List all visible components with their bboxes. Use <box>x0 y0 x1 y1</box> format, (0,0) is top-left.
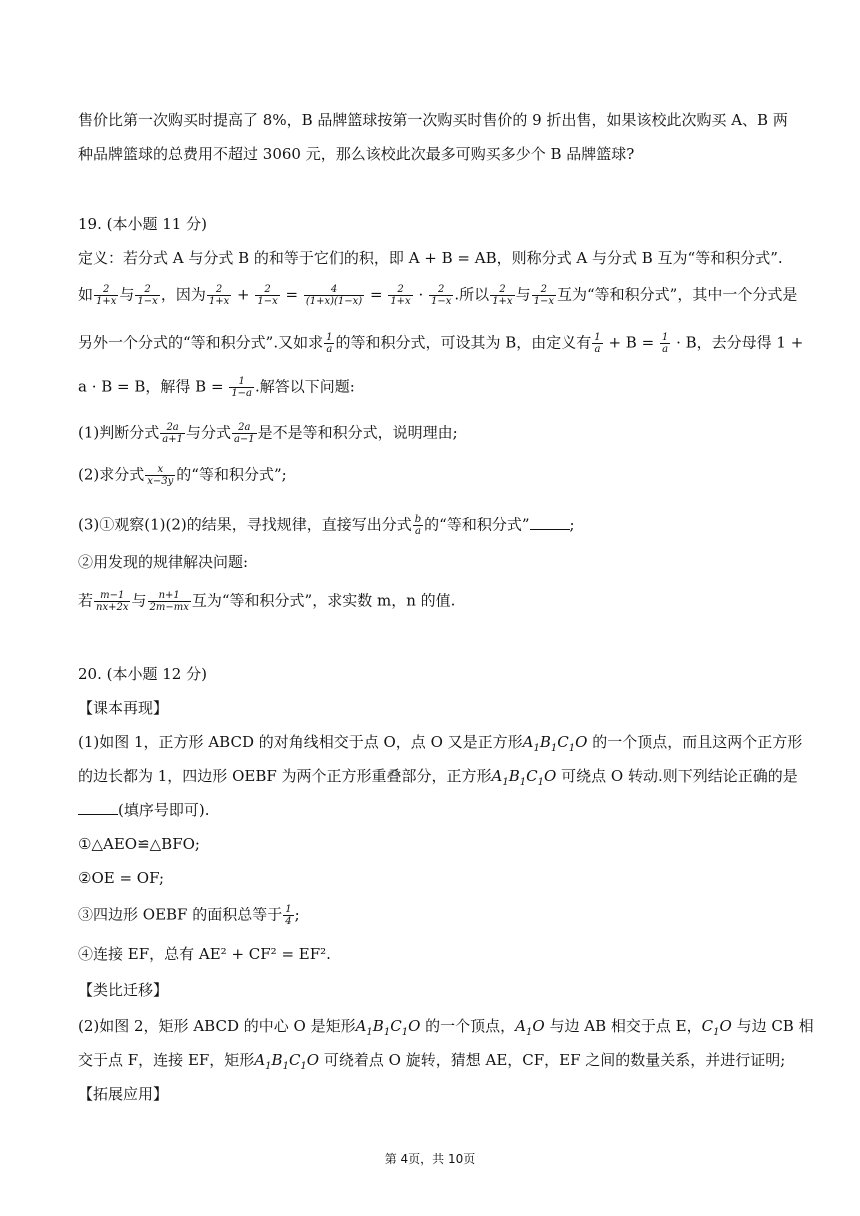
fraction: $\frac{1}{a}$ <box>326 332 333 355</box>
q20-line-2: 的边长都为 1，四边形 OEBF 为两个正方形重叠部分，正方形$A_1B_1C_1O$ 可绕点 O 转动.则下列结论正确的是 <box>78 767 798 788</box>
text: 如 <box>78 285 94 304</box>
text: 互为“等和积分式”，求实数 m，n 的值. <box>191 591 456 610</box>
text: (3)①观察(1)(2)的结果，寻找规律，直接写出分式 <box>78 515 412 534</box>
text: 可绕点 O 转动.则下列结论正确的是 <box>561 767 798 785</box>
fraction: $\frac{m-1}{nx+2x}$ <box>96 590 129 613</box>
q19-line-4 <box>78 376 355 399</box>
intro-line-1: 售价比第一次购买时提高了 8%，B 品牌篮球按第一次购买时售价的 9 折出售，如果该校此次购买 A、B 两 <box>78 111 788 129</box>
text: 与 <box>131 591 147 610</box>
q20-section-2: 【类比迁移】 <box>78 981 169 999</box>
answer-blank <box>78 800 118 815</box>
text: ，因为 <box>160 285 206 304</box>
fraction: $\frac{2}{1-x}$ <box>533 284 554 307</box>
text: 是不是等和积分式，说明理由; <box>257 423 458 442</box>
q19-part-3 <box>78 514 575 537</box>
page-footer: 第 4页，共 10页 <box>384 1152 476 1166</box>
q19-part-2 <box>78 464 287 487</box>
fraction: $\frac{2a}{a+1}$ <box>162 422 183 445</box>
text: 的一个顶点， <box>425 1017 516 1035</box>
fraction: $\frac{n+1}{2m-mx}$ <box>149 590 189 613</box>
text: 可绕着点 O 旋转，猜想 AE，CF，EF 之间的数量关系，并进行证明; <box>323 1051 786 1069</box>
text: (1)判断分式 <box>78 423 160 442</box>
q19-example-line: 如 $\frac{2}{1+x}$ 与 $\frac{2}{1-x}$ ，因为 $\frac{2}{1+x}$ + $\frac{2}{1-x}$ = $\frac{4}{(1+x)(1-x)}$ = $\frac{2}{1+x}$ · $\frac{2}{1-x}$ .所以 $\frac{2}{1+x}$ 与 $\frac{2}{1-x}$ 互为“等和积分式”，其中一个分式是 <box>78 284 798 307</box>
q20-section-3: 【拓展应用】 <box>78 1085 169 1103</box>
text: 的等和积分式，可设其为 B，由定义有 <box>335 333 592 352</box>
fraction: $\frac{1}{1-a}$ <box>231 376 253 399</box>
fraction: $\frac{2}{1-x}$ <box>257 284 278 307</box>
fraction: $\frac{2}{1+x}$ <box>96 284 117 307</box>
fraction: $\frac{2}{1-x}$ <box>137 284 158 307</box>
text: 与分式 <box>185 423 231 442</box>
text: 的一个顶点，而且这两个正方形 <box>592 733 803 751</box>
text: (填序号即可). <box>118 801 210 819</box>
fraction: $\frac{1}{a}$ <box>661 332 669 355</box>
text: 与边 CB 相 <box>736 1017 814 1035</box>
intro-line-2: 种品牌篮球的总费用不超过 3060 元，那么该校此次最多可购买多少个 B 品牌篮球? <box>78 145 635 163</box>
q19-definition: 定义：若分式 A 与分式 B 的和等于它们的积，即 A + B = AB，则称分式 A 与分式 B 互为“等和积分式”. <box>78 249 783 267</box>
text: 与边 AB 相交于点 E， <box>549 1017 702 1035</box>
text: 与 <box>515 285 531 304</box>
fraction: $\frac{x}{x-3y}$ <box>147 464 174 487</box>
text: 的“等和积分式”; <box>176 465 287 484</box>
q19-part-3-sub: ②用发现的规律解决问题: <box>78 553 249 571</box>
text: (1)如图 1，正方形 ABCD 的对角线相交于点 O，点 O 又是正方形 <box>78 733 523 751</box>
q20-conclusion-3 <box>78 904 300 927</box>
text: .所以 <box>454 285 490 304</box>
text: a · B = B，解得 B = <box>78 377 224 396</box>
fraction: $\frac{4}{(1+x)(1-x)}$ <box>305 284 363 307</box>
fraction: $\frac{b}{a}$ <box>414 514 422 537</box>
q20-migration-line-1: (2)如图 2，矩形 ABCD 的中心 O 是矩形$A_1B_1C_1O$ 的一个顶点，$A_1O$ 与边 AB 相交于点 E，$C_1O$ 与边 CB 相 <box>78 1017 814 1038</box>
q20-line-3 <box>78 800 209 820</box>
text: 另外一个分式的“等和积分式”.又如求 <box>78 333 324 352</box>
text: (2)如图 2，矩形 ABCD 的中心 O 是矩形 <box>78 1017 356 1035</box>
text: 若 <box>78 591 94 610</box>
fraction: $\frac{2}{1+x}$ <box>208 284 230 307</box>
text: · B，去分母得 1 + <box>676 333 804 352</box>
text: (2)求分式 <box>78 465 145 484</box>
answer-blank <box>530 515 570 530</box>
fraction: $\frac{2}{1+x}$ <box>390 284 411 307</box>
q20-heading: 20. (本小题 12 分) <box>78 665 207 683</box>
text: 交于点 F，连接 EF，矩形 <box>78 1051 255 1069</box>
q20-conclusion-4: ④连接 EF，总有 AE² + CF² = EF². <box>78 945 331 963</box>
q20-section-1: 【课本再现】 <box>78 699 169 717</box>
text: .解答以下问题: <box>255 377 355 396</box>
text: + B = <box>608 333 655 352</box>
fraction: $\frac{1}{4}$ <box>285 904 292 927</box>
q20-conclusion-2: ②OE = OF; <box>78 869 165 887</box>
text: 的边长都为 1，四边形 OEBF 为两个正方形重叠部分，正方形 <box>78 767 492 785</box>
text: ③四边形 OEBF 的面积总等于 <box>78 905 283 924</box>
fraction: $\frac{2}{1-x}$ <box>431 284 452 307</box>
q20-conclusion-1: ①△AEO≌△BFO; <box>78 835 200 853</box>
text: ; <box>294 905 300 924</box>
q20-line-1: (1)如图 1，正方形 ABCD 的对角线相交于点 O，点 O 又是正方形$A_1B_1C_1O$ 的一个顶点，而且这两个正方形 <box>78 733 803 754</box>
fraction: $\frac{1}{a}$ <box>594 332 601 355</box>
q20-migration-line-2: 交于点 F，连接 EF，矩形$A_1B_1C_1O$ 可绕着点 O 旋转，猜想 AE，CF，EF 之间的数量关系，并进行证明; <box>78 1051 786 1072</box>
q19-line-3 <box>78 332 803 355</box>
q19-part-1 <box>78 422 458 445</box>
text: 的“等和积分式” <box>424 515 530 534</box>
fraction: $\frac{2}{1+x}$ <box>492 284 513 307</box>
text: ; <box>569 515 575 534</box>
text: 与 <box>119 285 135 304</box>
fraction: $\frac{2a}{a-1}$ <box>233 422 255 445</box>
text: 互为“等和积分式”，其中一个分式是 <box>556 285 798 304</box>
q19-part-3-problem <box>78 590 455 613</box>
q19-heading: 19. (本小题 11 分) <box>78 215 207 233</box>
